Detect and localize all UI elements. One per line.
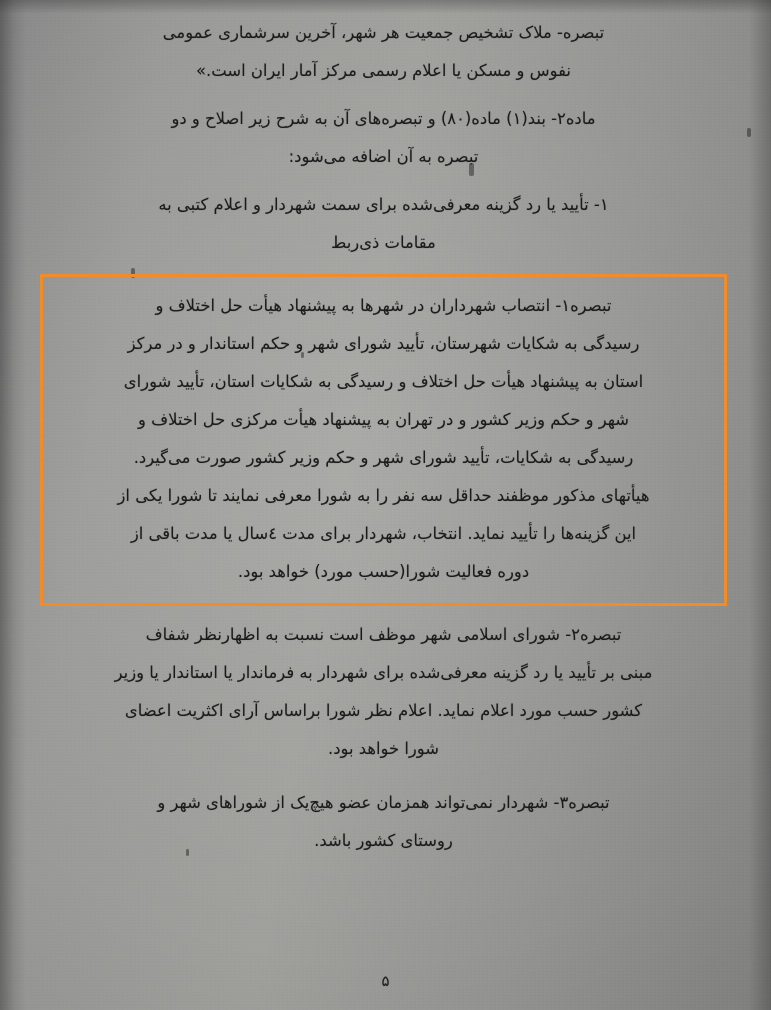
text-line: مبنی بر تأیید یا رد گزینه معرفی‌شده برای شهردار به فرماندار یا استاندار یا وزیر — [114, 663, 653, 682]
paragraph-spacer — [40, 90, 727, 100]
highlighted-paragraph-box[interactable] — [40, 274, 727, 606]
paragraph-band-1 — [40, 186, 727, 262]
text-line: شهر و حکم وزیر کشور و در تهران به پیشنهاد هیأت مرکزی حل اختلاف و — [137, 410, 630, 429]
text-line: مقامات ذی‌ربط — [331, 233, 436, 252]
text-line: استان به پیشنهاد هیأت حل اختلاف و رسیدگی به شکایات استان، تأیید شورای — [123, 372, 644, 391]
text-line: این گزینه‌ها را تأیید نماید. انتخاب، شهردار برای مدت ٤سال یا مدت باقی از — [130, 524, 637, 543]
text-line: رسیدگی به شکایات شهرستان، تأیید شورای شهر و حکم استاندار و در مرکز — [127, 334, 640, 353]
text-line: تبصره۲- شورای اسلامی شهر موظف است نسبت به اظهارنظر شفاف — [145, 625, 622, 644]
text-line: تبصره۱- انتصاب شهرداران در شهرها به پیشنهاد هیأت حل اختلاف و — [155, 296, 612, 315]
text-line: شورا خواهد بود. — [327, 739, 440, 758]
text-line: دوره فعالیت شورا(حسب مورد) خواهد بود. — [237, 562, 530, 581]
text-line: ماده۲- بند(۱) ماده(۸۰) و تبصره‌های آن به شرح زیر اصلاح و دو — [171, 109, 596, 128]
paragraph-spacer — [40, 768, 727, 784]
text-line: تبصره- ملاک تشخیص جمعیت هر شهر، آخرین سرشماری عمومی — [162, 23, 605, 42]
page-number: ۵ — [381, 972, 390, 990]
text-line: رسیدگی به شکایات، تأیید شورای شهر و حکم وزیر کشور صورت می‌گیرد. — [133, 448, 634, 467]
paragraph-tabsare-malak — [40, 14, 727, 90]
text-line: تبصره به آن اضافه می‌شود: — [288, 147, 479, 166]
paragraph-tabsare-2 — [40, 616, 727, 768]
text-line: هیأتهای مذکور موظفند حداقل سه نفر را به شورا معرفی نمایند تا شورا یکی از — [117, 486, 650, 505]
paragraph-tabsare-3 — [40, 784, 727, 860]
text-line: کشور حسب مورد اعلام نماید. اعلام نظر شورا براساس آرای اکثریت اعضای — [124, 701, 643, 720]
text-line: تبصره۳- شهردار نمی‌تواند همزمان عضو هیچ‌یک از شوراهای شهر و — [157, 793, 610, 812]
paragraph-madde-2 — [40, 100, 727, 176]
text-line: نفوس و مسکن یا اعلام رسمی مرکز آمار ایران است.» — [196, 61, 571, 80]
text-line: ۱- تأیید یا رد گزینه معرفی‌شده برای سمت شهردار و اعلام کتبی به — [158, 195, 609, 214]
paragraph-spacer — [40, 176, 727, 186]
paragraph-tabsare-1 — [55, 287, 712, 591]
text-line: روستای کشور باشد. — [314, 831, 453, 850]
